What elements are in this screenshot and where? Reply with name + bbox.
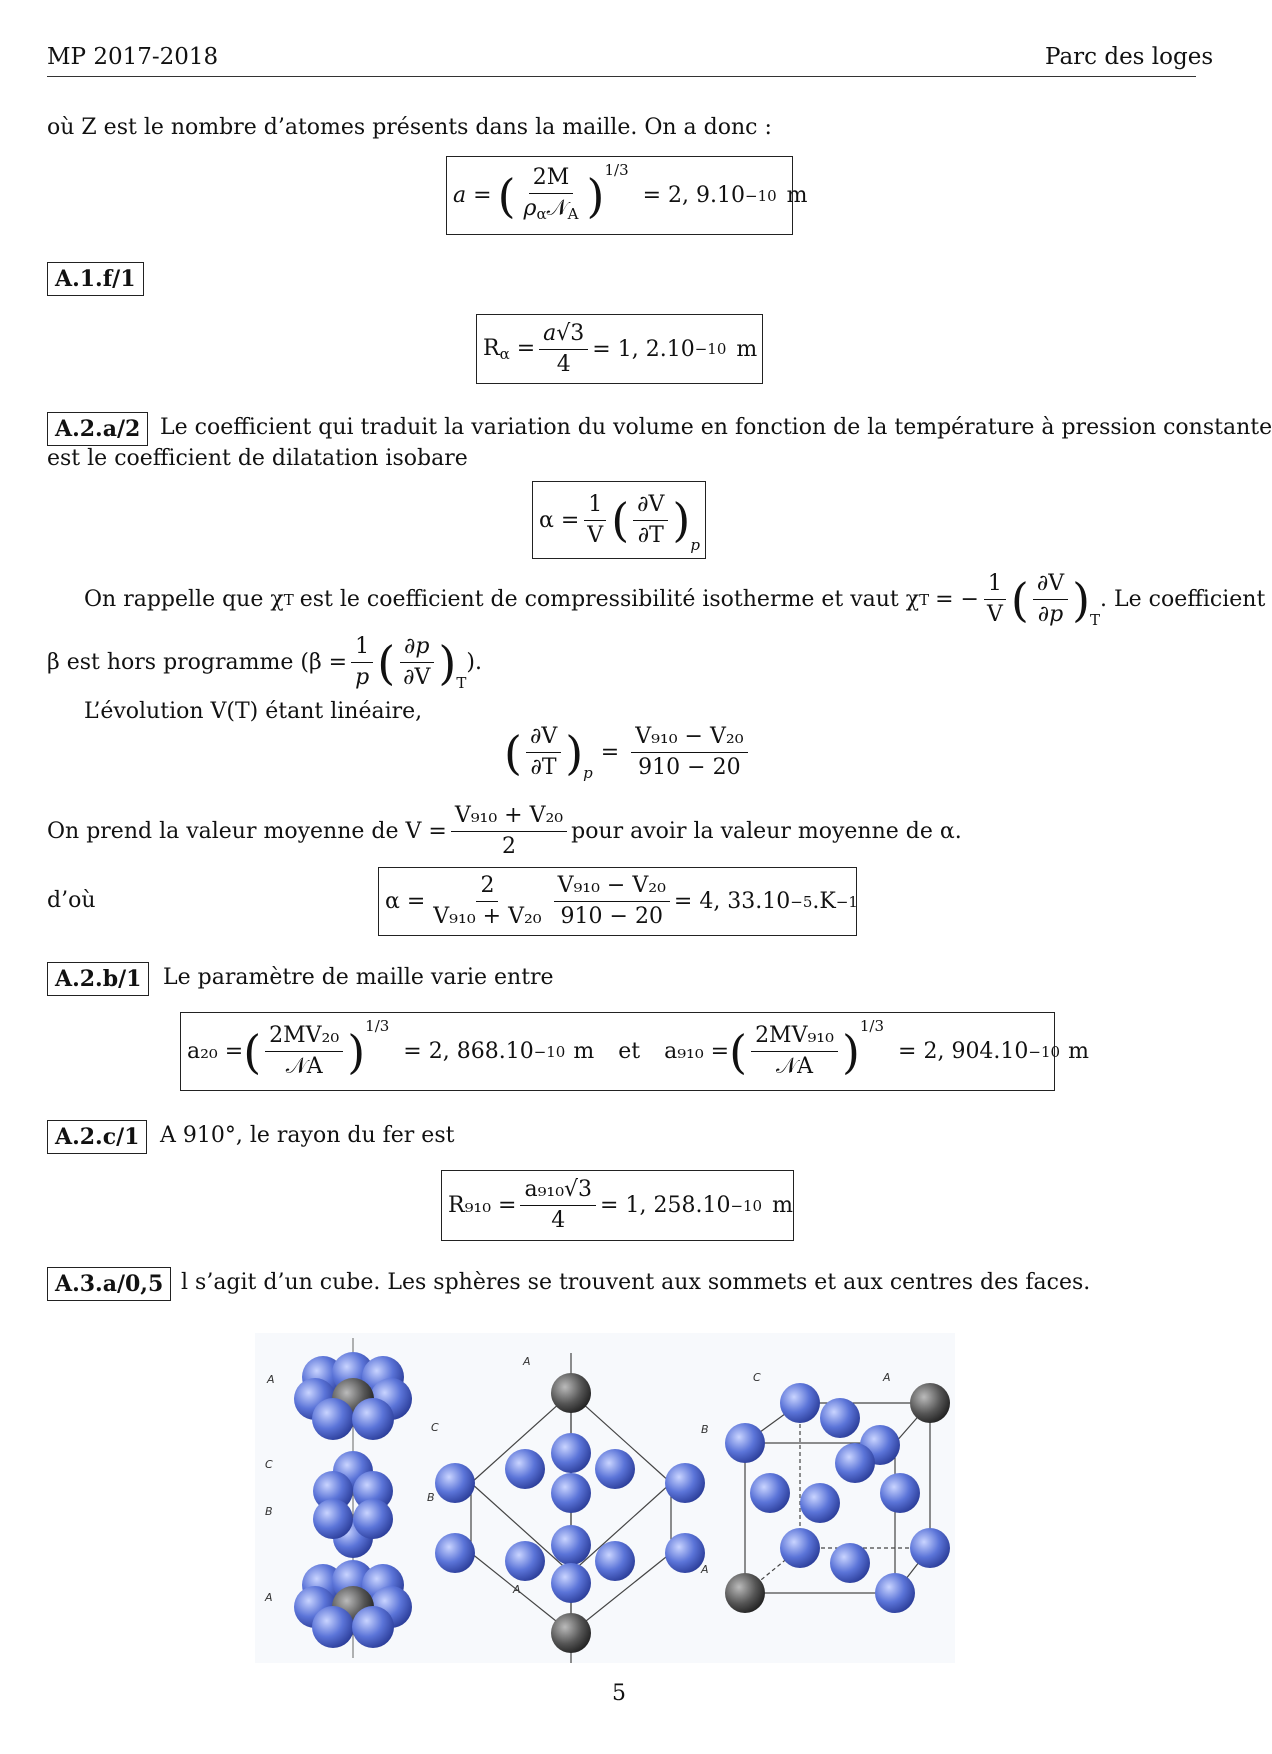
a2a-text-line1: Le coefficient qui traduit la variation du volume en fonction de la température à pression constante — [160, 415, 1272, 440]
beta-line: β est hors programme (β = $\frac{1}{p}$ ( $\frac{\partial p}{\partial V}$ ) T ). — [47, 634, 482, 692]
equation-alpha-definition: α = $\frac{1}{V}$ ( $\frac{\partial V}{\partial T}$ ) p — [532, 481, 706, 559]
eq-r910-den: 4 — [551, 1208, 566, 1233]
eq-r-result: = 1, 2.10 — [592, 336, 695, 362]
eq-a-result-exponent: −10 — [745, 186, 777, 205]
intro-text: où Z est le nombre d’atomes présents dans la maille. On a donc : — [47, 115, 772, 140]
mean-text-1: On prend la valeur moyenne de V = — [47, 819, 447, 844]
eq-alpha-res-num1: 2 — [476, 872, 498, 902]
eq-lin-num: V₉₁₀ − V₂₀ — [631, 723, 747, 753]
eq-alpha-res-den1: V₉₁₀ + V₂₀ — [433, 904, 542, 929]
eq-alpha-res-unit: .K — [812, 889, 836, 914]
eq-maille-unit1: m — [573, 1039, 595, 1064]
eq-lin-den: 910 − 20 — [638, 755, 741, 780]
evolution-text: L’évolution V(T) étant linéaire, — [84, 699, 423, 724]
figure-label: A — [513, 1583, 521, 1596]
equation-radius-910 — [441, 1170, 794, 1241]
rappel-line: On rappelle que χ T est le coefficient de compressibilité isotherme et vaut χ T = − $\frac{1}{V}$ ( $\frac{\partial V}{\partial p}$ ) T . Le coefficient — [84, 571, 1266, 629]
eq-r910-num: a₉₁₀√3 — [520, 1176, 596, 1206]
eq-maille-den1: 𝒩A — [285, 1054, 323, 1079]
figure-label: C — [431, 1421, 439, 1434]
header-rule — [47, 76, 1196, 77]
eq-maille-num1: 2MV₂₀ — [265, 1022, 343, 1052]
figure-label: C — [753, 1371, 761, 1384]
eq-r910-lhs: R₉₁₀ = — [448, 1193, 517, 1218]
eq-alpha-res-unit-exp: −1 — [835, 892, 858, 911]
eq-a-exponent: 1/3 — [604, 161, 629, 179]
header-right: Parc des loges — [1045, 44, 1214, 70]
figure-label: A — [523, 1355, 531, 1368]
eq-alpha-res-result: = 4, 33.10 — [673, 889, 791, 914]
beta-text: β est hors programme (β = — [47, 650, 348, 675]
eq-maille-exp1: 1/3 — [365, 1017, 390, 1035]
eq-r-unit: m — [736, 336, 758, 362]
figure-label: C — [265, 1458, 273, 1471]
equation-radius-alpha: $R_\alpha$ = $\frac{a√3}{4}$ = 1, 2.10 −10 m — [476, 314, 763, 384]
rappel-sub-1: T — [283, 590, 294, 609]
mean-num: V₉₁₀ + V₂₀ — [451, 802, 567, 832]
eq-alpha-res-lhs: α = — [385, 889, 426, 914]
eq-maille-lhs1: a₂₀ = — [187, 1039, 244, 1064]
figure-label: B — [265, 1505, 273, 1518]
figure-label: B — [427, 1491, 435, 1504]
rappel-text-2: est le coefficient de compressibilité isotherme et vaut χ — [299, 587, 920, 612]
a2a-text-line2: est le coefficient de dilatation isobare — [47, 446, 468, 471]
a3a-text: l s’agit d’un cube. Les sphères se trouvent aux sommets et aux centres des faces. — [181, 1270, 1091, 1295]
eq-alpha-lhs: α = — [539, 507, 580, 533]
beta-text-end: ). — [466, 650, 482, 675]
figure-label: B — [701, 1423, 709, 1436]
eq-alpha-num: 1 — [584, 491, 606, 521]
figure-label: A — [701, 1563, 709, 1576]
figure-label: A — [267, 1373, 275, 1386]
eq-alpha-dnum: ∂V — [633, 491, 668, 521]
mean-text-2: pour avoir la valeur moyenne de α. — [571, 819, 962, 844]
a2b-text: Le paramètre de maille varie entre — [163, 965, 554, 990]
equation-alpha-result — [378, 867, 857, 936]
eq-maille-num2: 2MV₉₁₀ — [751, 1022, 838, 1052]
crystal-structure-svg — [255, 1333, 955, 1663]
tag-a3a: A.3.a/0,5 — [47, 1267, 171, 1301]
figure-label: A — [265, 1591, 273, 1604]
mean-den: 2 — [501, 834, 516, 859]
rappel-text-end: . Le coefficient — [1100, 587, 1266, 612]
tag-a1f: A.1.f/1 — [47, 262, 144, 296]
eq-r-denominator: 4 — [556, 351, 571, 377]
eq-maille-res1: = 2, 868.10 — [403, 1039, 534, 1064]
dou-text: d’où — [47, 888, 96, 913]
a2c-text: A 910°, le rayon du fer est — [160, 1123, 455, 1148]
tag-a2c: A.2.c/1 — [47, 1120, 147, 1154]
eq-alpha-sub: p — [690, 536, 700, 554]
rappel-text-1: On rappelle que χ — [84, 587, 284, 612]
eq-maille-et: et — [618, 1039, 641, 1064]
header-left: MP 2017-2018 — [47, 44, 219, 70]
mean-value-line — [47, 802, 962, 861]
eq-r910-exp: −10 — [730, 1196, 763, 1215]
eq-alpha-dden: ∂T — [637, 522, 664, 548]
eq-alpha-den: V — [587, 522, 604, 548]
eq-alpha-res-exp: −5 — [790, 892, 813, 911]
rappel-text-3: = − — [935, 587, 979, 612]
eq-alpha-res-num2: V₉₁₀ − V₂₀ — [554, 872, 670, 902]
crystal-structure-figure — [255, 1333, 955, 1663]
page-number: 5 — [612, 1681, 626, 1706]
eq-a-unit: m — [786, 183, 808, 208]
equation-lattice-range: a₂₀ = ( $\frac{\text{2MV₂₀}}{\text{𝒩A}}$ ) $^{1/3}$ = 2, 868.10 −10 m et a₉₁₀ = ( $\frac{\text{2MV₉₁₀}}{\text{𝒩A}}$ ) $^{1/3}$ = 2, 904.10 −10 m — [180, 1012, 1055, 1091]
eq-maille-lhs2: a₉₁₀ = — [664, 1039, 730, 1064]
eq-r910-result: = 1, 258.10 — [600, 1193, 731, 1218]
eq-a-result: = 2, 9.10 — [642, 183, 746, 208]
tag-a2b: A.2.b/1 — [47, 962, 149, 996]
eq-maille-res2: = 2, 904.10 — [898, 1039, 1029, 1064]
eq-a-numerator: 2M — [529, 164, 574, 194]
equation-linear-slope: ( $\frac{\partial V}{\partial T}$ ) p = $\frac{\text{V₉₁₀ − V₂₀}}{910 - 20}$ — [504, 723, 752, 782]
figure-label: A — [883, 1371, 891, 1384]
eq-alpha-res-den2: 910 − 20 — [560, 904, 663, 929]
eq-r910-unit: m — [772, 1193, 793, 1218]
equation-lattice-parameter: a = ( $\frac{2M}{\rho_\alpha 𝒩_A}$ ) $^{1/3}$ = 2, 9.10 −10 m — [446, 156, 793, 235]
eq-r-result-exponent: −10 — [694, 340, 727, 358]
tag-a2a: A.2.a/2 — [47, 412, 148, 446]
eq-maille-res-exp1: −10 — [533, 1042, 566, 1061]
